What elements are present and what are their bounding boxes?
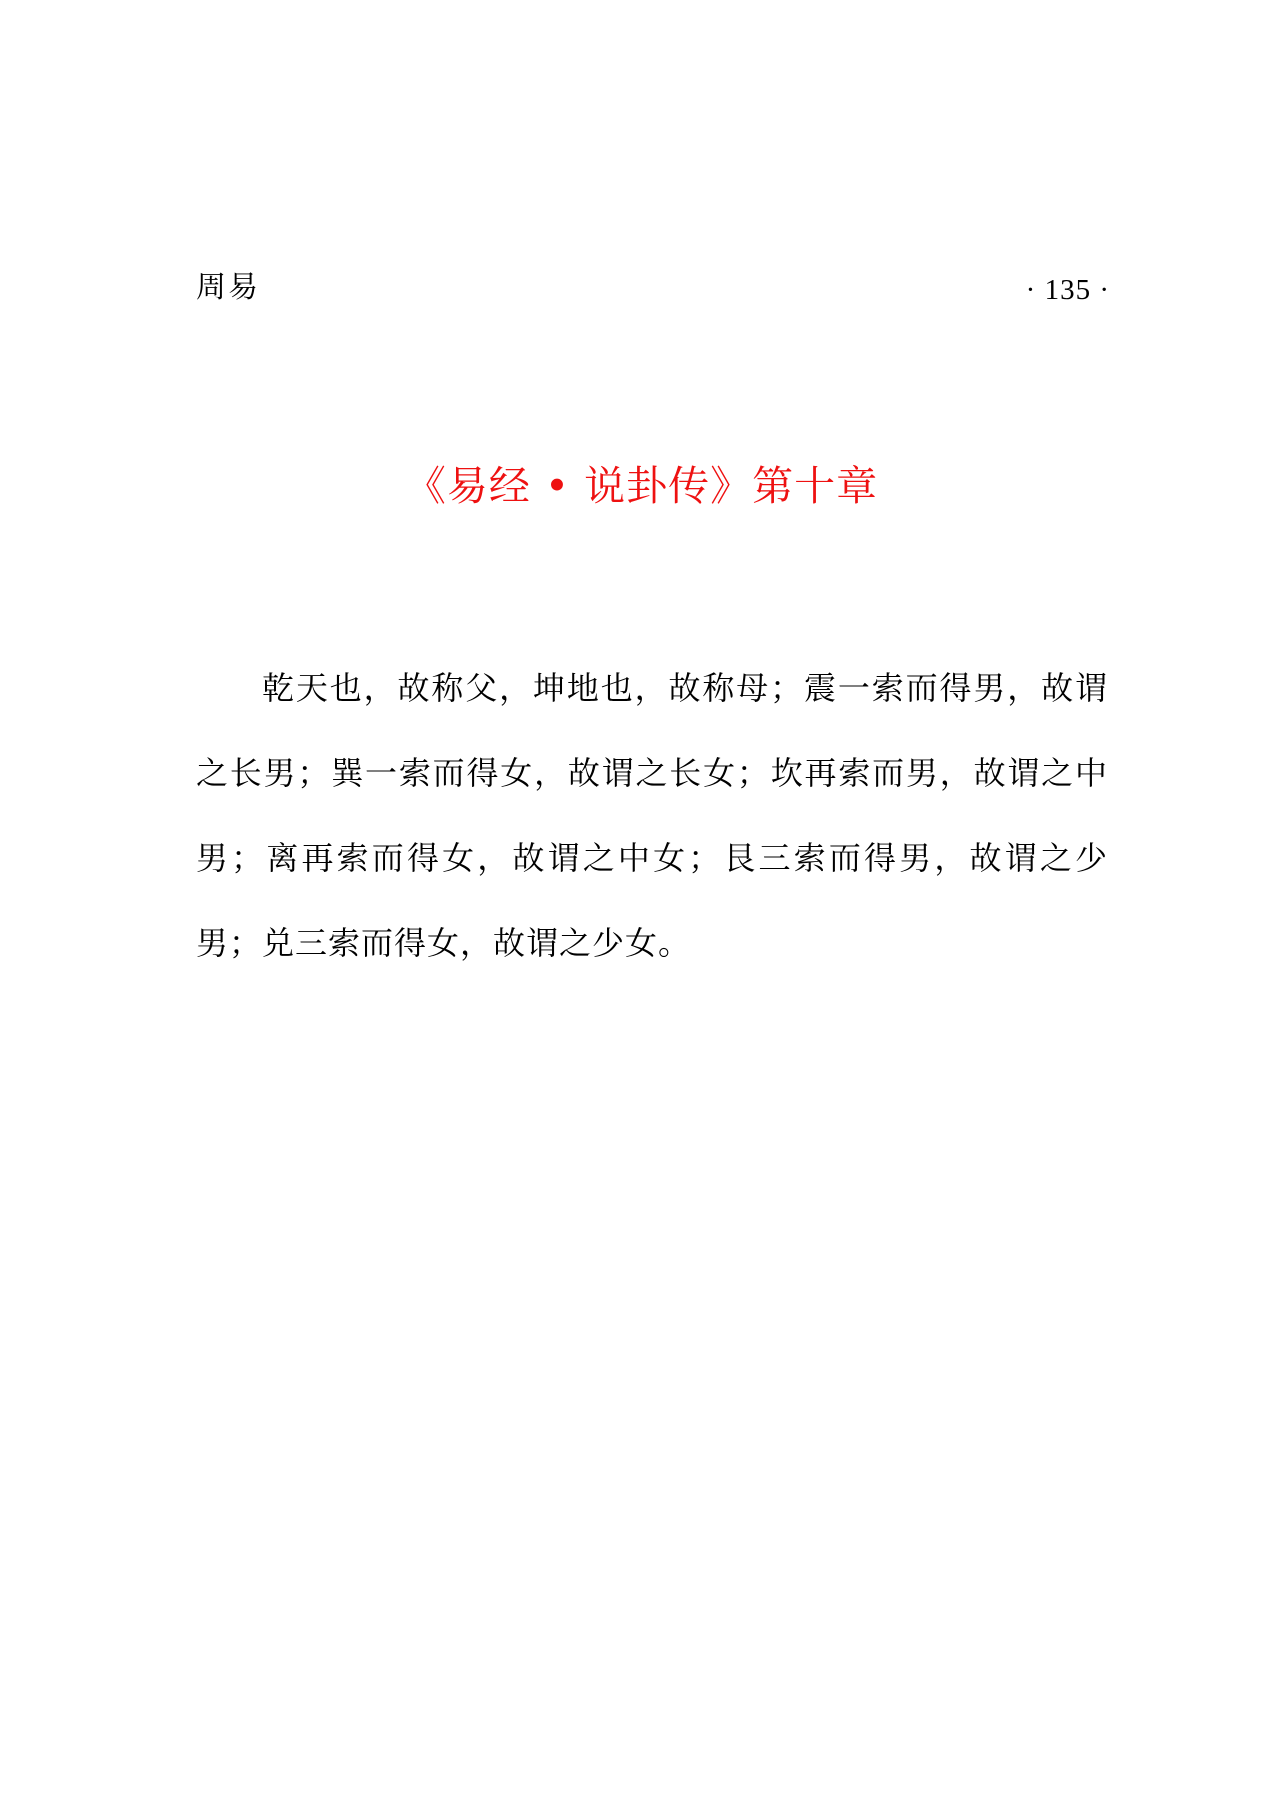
body-paragraph: 乾天也，故称父，坤地也，故称母；震一索而得男，故谓之长男；巽一索而得女，故谓之长女；坎再索而男，故谓之中男；离再索而得女，故谓之中女；艮三索而得男，故谓之少男；兑三索而得女，故谓之少女。: [196, 669, 1108, 962]
running-head-title: 周易: [196, 270, 260, 305]
chapter-title: 《易经 • 说卦传》第十章: [404, 462, 879, 510]
page-number: · 135 ·: [1025, 274, 1110, 306]
